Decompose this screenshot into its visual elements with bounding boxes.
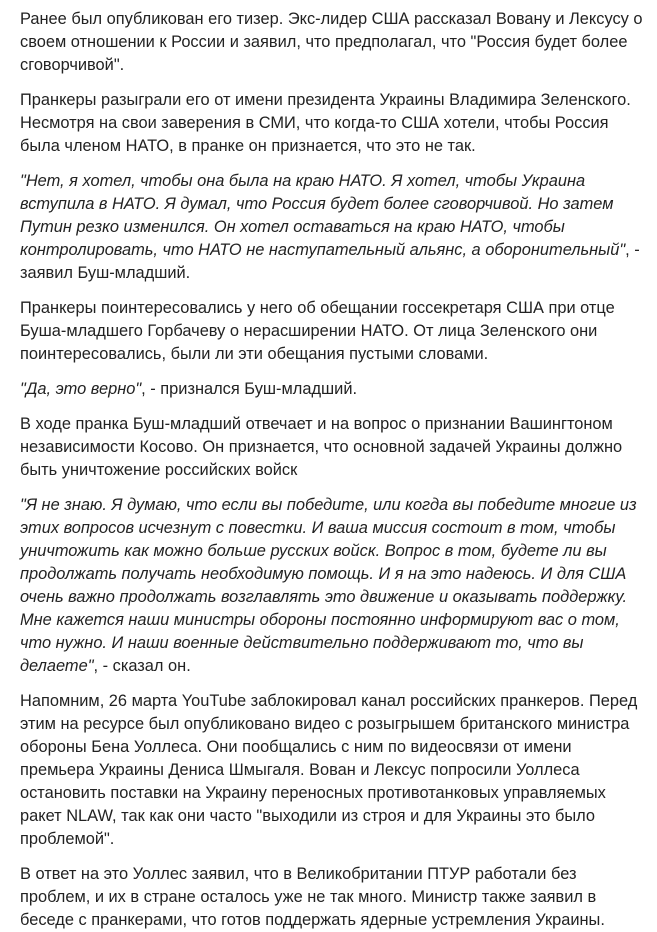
paragraph-youtube-block: Напомним, 26 марта YouTube заблокировал канал российских пранкеров. Перед этим на ресурсе был опубликовано видео с розыгрышем британского министра обороны Бена Уоллеса. Они пообщались с ним по видеосвязи от имени премьера Украины Дениса Шмыгаля. Вован и Лексус попросили Уоллеса остановить поставки на Украину переносных противотанковых управляемых ракет NLAW, так как они часто "выходили из строя и для Украины это было проблемой". xyxy=(20,692,638,848)
quote-yes-correct: "Да, это верно" xyxy=(20,380,142,398)
paragraph-nato-quote xyxy=(20,170,645,285)
paragraph-prank-intro: Пранкеры разыграли его от имени президента Украины Владимира Зеленского. Несмотря на свои заверения в СМИ, что когда-то США хотели, чтобы Россия была членом НАТО, в пранке он признается, что это не так. xyxy=(20,91,631,155)
paragraph-mission-quote xyxy=(20,494,645,678)
quote-mission: "Я не знаю. Я думаю, что если вы победите, или когда вы победите многие из этих вопросов исчезнут с повестки. И ваша миссия состоит в том, чтобы уничтожить как можно больше русских войск. Вопрос в том, будете ли вы продолжать получать необходимую помощь. И я на это надеюсь. И для США очень важно продолжать возглавлять это движение и оказывать поддержку. Мне кажется наши министры обороны постоянно информируют вас о том, что нужно. И наши военные действительно поддерживают то, что вы делаете" xyxy=(20,496,637,675)
quote-attribution: , - сказал он. xyxy=(93,657,191,675)
paragraph-teaser: Ранее был опубликован его тизер. Экс-лидер США рассказал Вовану и Лексусу о своем отношении к России и заявил, что предполагал, что "Россия будет более сговорчивой". xyxy=(20,10,643,74)
quote-attribution: , - признался Буш-младший. xyxy=(141,380,358,398)
paragraph-yes-quote xyxy=(20,378,645,401)
paragraph-kosovo: В ходе пранка Буш-младший отвечает и на вопрос о признании Вашингтоном независимости Косово. Он признается, что основной задачей Украины должно быть уничтожение российских войск xyxy=(20,415,623,479)
paragraph-gorbachev-promise: Пранкеры поинтересовались у него об обещании госсекретаря США при отце Буша-младшего Горбачеву о нерасширении НАТО. От лица Зеленского они поинтересовались, были ли эти обещания пустыми словами. xyxy=(20,299,615,363)
paragraph-wallace-response: В ответ на это Уоллес заявил, что в Великобритании ПТУР работали без проблем, и их в стране осталось уже не так много. Министр также заявил в беседе с пранкерами, что готов поддержать ядерные устремления Украины. xyxy=(20,865,605,929)
quote-nato-edge: "Нет, я хотел, чтобы она была на краю НАТО. Я хотел, чтобы Украина вступила в НАТО. Я думал, что Россия будет более сговорчивой. Но затем Путин резко изменился. Он хотел оставаться на краю НАТО, чтобы контролировать, что НАТО не наступательный альянс, а оборонительный" xyxy=(20,172,626,259)
quote-attribution: , - заявил Буш-младший. xyxy=(20,241,640,282)
